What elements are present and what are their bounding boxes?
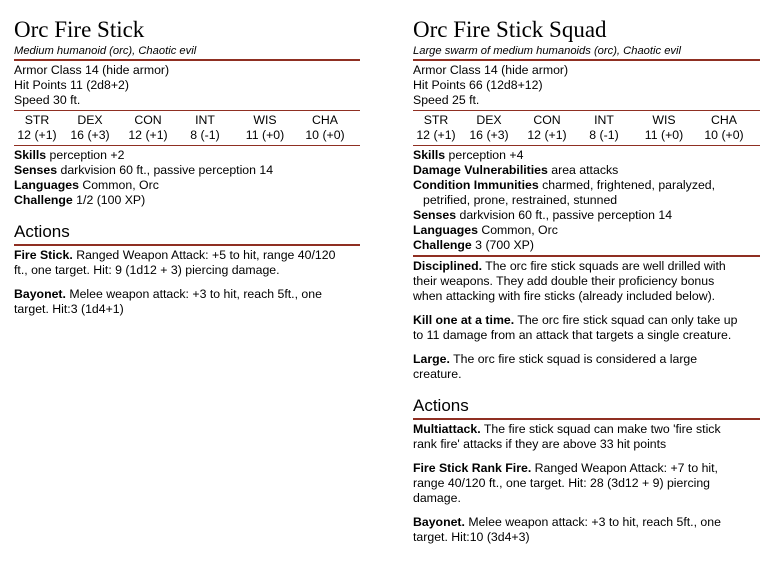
ability-scores [14,113,354,143]
action-name: Multiattack. [413,422,481,436]
trait-label: Senses [14,163,58,177]
ability-con [120,113,176,143]
armor-class: Armor Class 14 (hide armor) [413,63,569,77]
trait-value: Common, Orc [78,178,159,192]
action-text: Melee weapon attack: +3 to hit, reach 5ft., one [65,287,322,301]
ability-name: STR [423,113,449,127]
feature-text: when attacking with fire sticks (already included below). [413,289,716,303]
ability-name: INT [594,113,614,127]
trait-label: Challenge [14,193,73,207]
ability-int [176,113,234,143]
ability-int [575,113,633,143]
trait-label: Languages [14,178,79,192]
speed: Speed 30 ft. [14,93,81,107]
senses [413,208,760,223]
action-text: ft., one target. Hit: 9 (1d12 + 3) piercing damage. [14,263,280,277]
stat-block-title: Orc Fire Stick [14,17,145,42]
ability-cha [695,113,753,143]
divider [14,110,360,111]
trait-value: darkvision 60 ft., passive perception 14 [57,163,274,177]
trait-value: charmed, frightened, paralyzed, [538,178,716,192]
feature-name: Disciplined. [413,259,483,273]
action-fire-stick-rank-fire [413,461,760,506]
challenge [413,238,760,253]
trait-label: Senses [413,208,457,222]
ability-name: WIS [253,113,277,127]
ability-value: 10 (+0) [305,128,345,142]
ability-name: CON [533,113,561,127]
hit-points: Hit Points 11 (2d8+2) [14,78,129,92]
ability-name: CON [134,113,162,127]
ability-name: DEX [476,113,502,127]
ability-dex [459,113,519,143]
trait-label: Challenge [413,238,472,252]
feature-text: The orc fire stick squads are well drilled with [482,259,726,273]
ability-name: INT [195,113,215,127]
divider [14,145,360,146]
ability-con [519,113,575,143]
ability-value: 8 (-1) [190,128,220,142]
feature-text: creature. [413,367,462,381]
action-text: rank fire' attacks if they are above 33 hit points [413,437,667,451]
feature-text: The orc fire stick squad can only take up [514,313,738,327]
trait-label: Skills [14,148,47,162]
action-text: range 40/120 ft., one target. Hit: 28 (3d12 + 9) piercing [413,476,711,490]
action-text: Ranged Weapon Attack: +7 to hit, [531,461,718,475]
feature-text: to 11 damage from an attack that targets a single creature. [413,328,732,342]
condition-immunities-cont: petrified, prone, restrained, stunned [423,193,618,207]
trait-label: Condition Immunities [413,178,539,192]
skills [413,148,760,163]
action-text: target. Hit:10 (3d4+3) [413,530,530,544]
ability-str [14,113,60,143]
ability-wis [234,113,296,143]
ability-value: 16 (+3) [70,128,110,142]
ability-value: 11 (+0) [644,128,684,142]
divider [413,110,760,111]
feature-text: The orc fire stick squad is considered a large [449,352,698,366]
action-name: Bayonet. [413,515,465,529]
armor-class: Armor Class 14 (hide armor) [14,63,170,77]
ability-name: DEX [77,113,103,127]
action-multiattack [413,422,760,452]
ability-name: WIS [652,113,676,127]
trait-value: 1/2 (100 XP) [72,193,146,207]
stat-block-subtitle: Medium humanoid (orc), Chaotic evil [14,45,197,57]
trait-label: Damage Vulnerabilities [413,163,548,177]
ability-name: CHA [312,113,338,127]
stat-block-title: Orc Fire Stick Squad [413,17,607,42]
ability-scores [413,113,753,143]
ability-name: CHA [711,113,737,127]
trait-value: area attacks [547,163,619,177]
ability-value: 16 (+3) [469,128,509,142]
feature-disciplined [413,259,760,304]
divider [413,59,760,61]
feature-kill-one-at-a-time [413,313,760,343]
feature-name: Kill one at a time. [413,313,515,327]
trait-value: darkvision 60 ft., passive perception 14 [456,208,673,222]
ability-value: 12 (+1) [416,128,456,142]
action-text: The fire stick squad can make two 'fire stick [480,422,721,436]
divider [413,255,760,257]
ability-value: 12 (+1) [17,128,57,142]
trait-value: perception +4 [445,148,524,162]
ability-value: 8 (-1) [589,128,619,142]
action-text: target. Hit:3 (1d4+1) [14,302,124,316]
action-bayonet [413,515,760,545]
ability-value: 10 (+0) [704,128,744,142]
ability-value: 11 (+0) [245,128,285,142]
action-text: damage. [413,491,461,505]
ability-cha [296,113,354,143]
action-name: Bayonet. [14,287,66,301]
trait-value: Common, Orc [477,223,558,237]
feature-large [413,352,760,382]
feature-text: their weapons. They add double their proficiency bonus [413,274,715,288]
ability-str [413,113,459,143]
challenge [14,193,360,208]
action-fire-stick [14,248,360,278]
feature-name: Large. [413,352,450,366]
languages [14,178,360,193]
divider [413,145,760,146]
actions-heading: Actions [14,222,70,241]
actions-heading: Actions [413,396,469,415]
divider [14,59,360,61]
senses [14,163,360,178]
languages [413,223,760,238]
condition-immunities [413,178,760,193]
divider [413,418,760,420]
ability-wis [633,113,695,143]
action-text: Ranged Weapon Attack: +5 to hit, range 40/120 [72,248,336,262]
speed: Speed 25 ft. [413,93,480,107]
skills [14,148,360,163]
action-name: Fire Stick Rank Fire. [413,461,532,475]
ability-name: STR [24,113,50,127]
trait-value: 3 (700 XP) [471,238,534,252]
trait-label: Skills [413,148,446,162]
action-name: Fire Stick. [14,248,73,262]
ability-value: 12 (+1) [527,128,567,142]
ability-value: 12 (+1) [128,128,168,142]
hit-points: Hit Points 66 (12d8+12) [413,78,543,92]
divider [14,244,360,246]
action-text: Melee weapon attack: +3 to hit, reach 5ft., one [464,515,721,529]
action-bayonet [14,287,360,317]
damage-vulnerabilities [413,163,760,178]
trait-label: Languages [413,223,478,237]
trait-value: perception +2 [46,148,125,162]
stat-block-orc-fire-stick-squad [413,0,760,545]
stat-block-subtitle: Large swarm of medium humanoids (orc), Chaotic evil [413,45,681,57]
stat-block-orc-fire-stick [14,0,360,317]
ability-dex [60,113,120,143]
